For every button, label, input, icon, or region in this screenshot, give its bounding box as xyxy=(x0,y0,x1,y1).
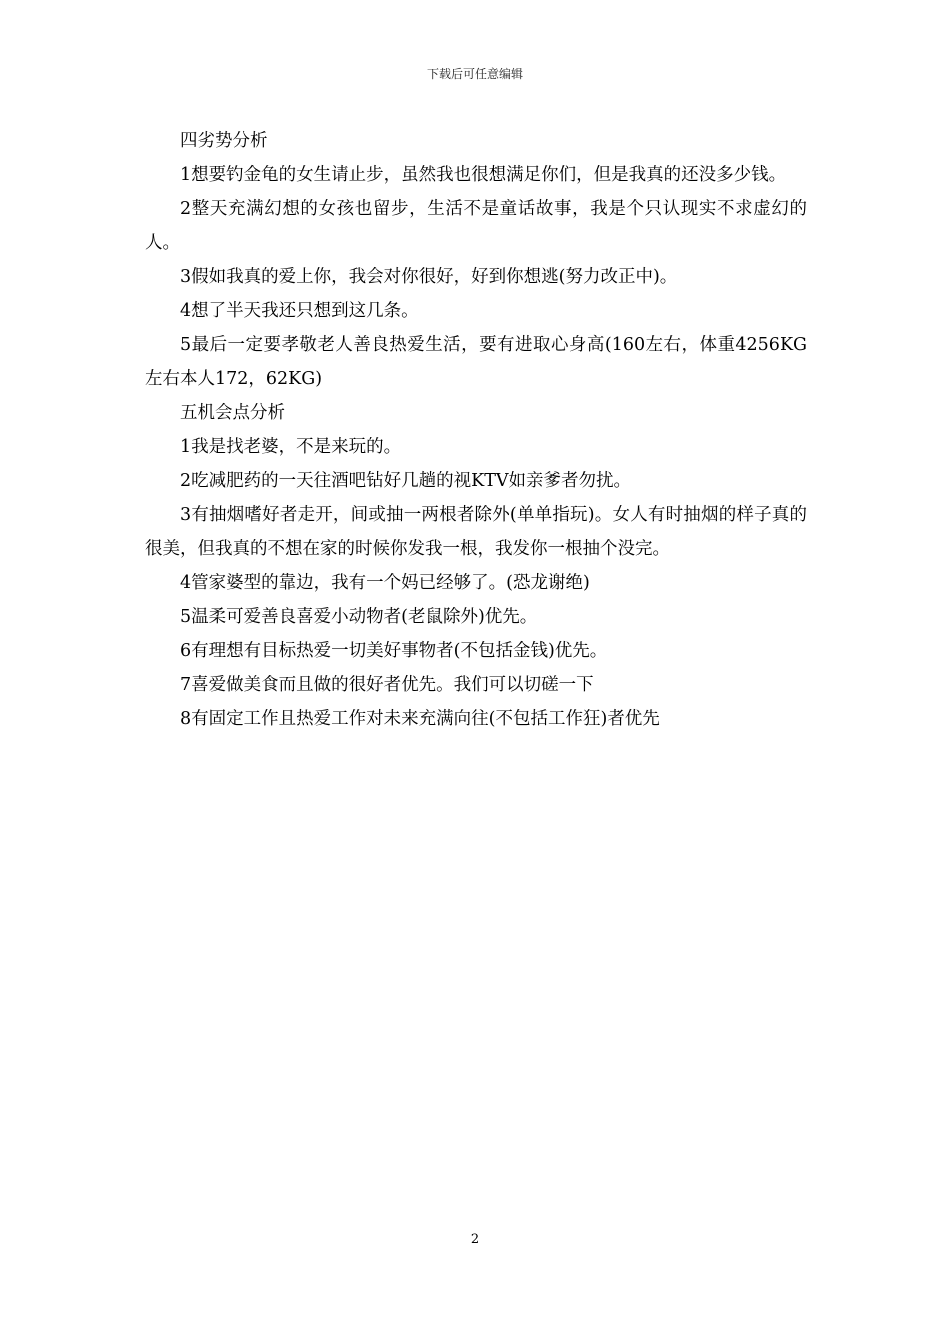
paragraph: 4想了半天我还只想到这几条。 xyxy=(180,301,419,321)
paragraph: 1我是找老婆，不是来玩的。 xyxy=(180,437,402,457)
section-heading-weaknesses: 四劣势分析 xyxy=(180,131,268,151)
paragraph: 5最后一定要孝敬老人善良热爱生活，要有进取心身高(160左右，体重4256KG左右本人172，62KG) xyxy=(145,335,807,389)
page-number: 2 xyxy=(470,1232,480,1247)
page-header: 下载后可任意编辑 xyxy=(426,67,523,81)
document-body xyxy=(145,124,807,736)
paragraph: 2整天充满幻想的女孩也留步，生活不是童话故事，我是个只认现实不求虚幻的人。 xyxy=(145,199,807,253)
paragraph: 7喜爱做美食而且做的很好者优先。我们可以切磋一下 xyxy=(180,675,594,695)
paragraph: 1想要钓金龟的女生请止步，虽然我也很想满足你们，但是我真的还没多少钱。 xyxy=(180,165,787,185)
paragraph: 6有理想有目标热爱一切美好事物者(不包括金钱)优先。 xyxy=(180,641,608,661)
paragraph: 5温柔可爱善良喜爱小动物者(老鼠除外)优先。 xyxy=(180,607,538,627)
paragraph: 4管家婆型的靠边，我有一个妈已经够了。(恐龙谢绝) xyxy=(180,573,590,593)
paragraph: 8有固定工作且热爱工作对未来充满向往(不包括工作狂)者优先 xyxy=(180,709,660,729)
paragraph: 2吃减肥药的一天往酒吧钻好几趟的视KTV如亲爹者勿扰。 xyxy=(180,471,632,491)
section-heading-opportunities: 五机会点分析 xyxy=(180,403,285,423)
paragraph: 3有抽烟嗜好者走开，间或抽一两根者除外(单单指玩)。女人有时抽烟的样子真的很美，但我真的不想在家的时候你发我一根，我发你一根抽个没完。 xyxy=(145,505,807,559)
paragraph: 3假如我真的爱上你，我会对你很好，好到你想逃(努力改正中)。 xyxy=(180,267,678,287)
